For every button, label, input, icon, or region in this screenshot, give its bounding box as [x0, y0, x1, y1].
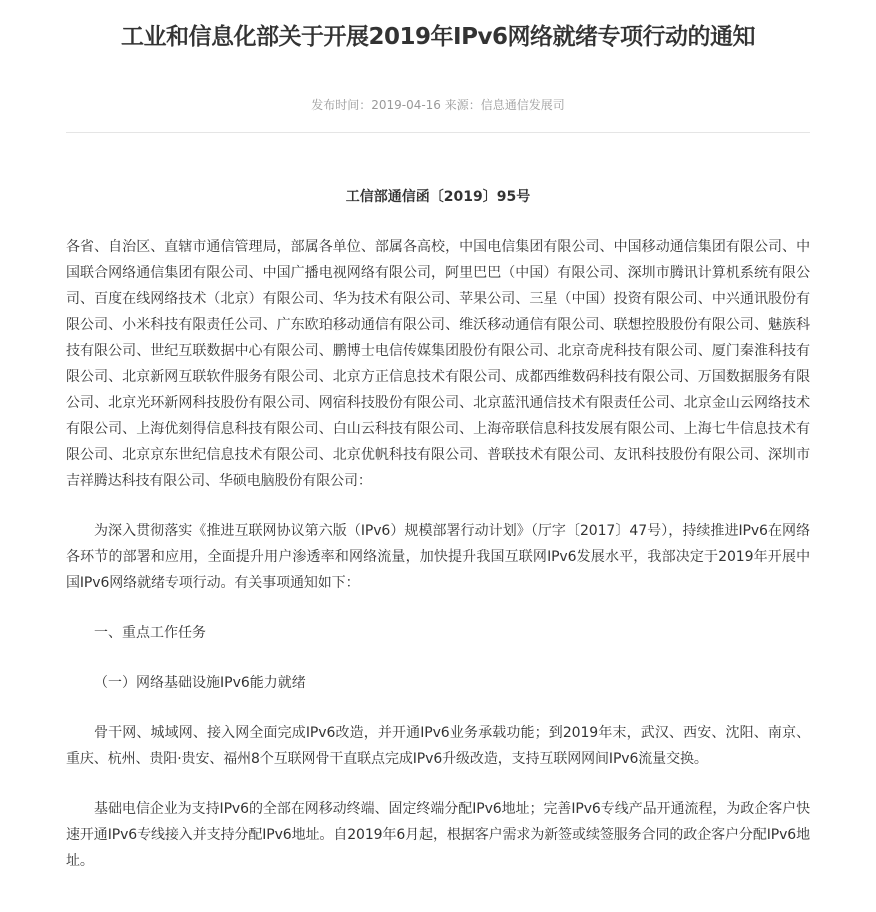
document-number: 工信部通信函〔2019〕95号 — [345, 189, 531, 205]
publish-date-label: 发布时间： — [311, 98, 372, 112]
telecom-paragraph: 基础电信企业为支持IPv6的全部在网移动终端、固定终端分配IPv6地址；完善IPv6专线产品开通流程，为政企客户快速开通IPv6专线接入并支持分配IPv6地址。自2019年6月起，根据客户需求为新签或续签服务合同的政企客户分配IPv6地址。 — [66, 801, 810, 869]
intro-paragraph: 为深入贯彻落实《推进互联网协议第六版（IPv6）规模部署行动计划》（厅字〔2017〕47号），持续推进IPv6在网络各环节的部署和应用，全面提升用户渗透率和网络流量，加快提升我国互联网IPv6发展水平，我部决定于2019年开展中国IPv6网络就绪专项行动。有关事项通知如下： — [66, 523, 810, 591]
section-heading: 一、重点工作任务 — [94, 625, 206, 641]
subsection-heading: （一）网络基础设施IPv6能力就绪 — [94, 675, 306, 691]
article-body — [66, 184, 810, 874]
title-divider — [66, 132, 810, 133]
source-name: 信息通信发展司 — [480, 98, 565, 112]
article-meta — [66, 98, 810, 112]
recipients-paragraph: 各省、自治区、直辖市通信管理局，部属各单位、部属各高校，中国电信集团有限公司、中国移动通信集团有限公司、中国联合网络通信集团有限公司、中国广播电视网络有限公司，阿里巴巴（中国）有限公司、深圳市腾讯计算机系统有限公司、百度在线网络技术（北京）有限公司、华为技术有限公司、苹果公司、三星（中国）投资有限公司、中兴通讯股份有限公司、小米科技有限责任公司、广东欧珀移动通信有限公司、维沃移动通信有限公司、联想控股股份有限公司、魅族科技有限公司、世纪互联数据中心有限公司、鹏博士电信传媒集团股份有限公司、北京奇虎科技有限公司、厦门秦淮科技有限公司、北京新网互联软件服务有限公司、北京方正信息技术有限公司、成都西维数码科技有限公司、万国数据服务有限公司、北京光环新网科技股份有限公司、网宿科技股份有限公司、北京蓝汛通信技术有限责任公司、北京金山云网络技术有限公司、上海优刻得信息科技有限公司、白山云科技有限公司、上海帝联信息科技发展有限公司、上海七牛信息技术有限公司、北京京东世纪信息技术有限公司、北京优帆科技有限公司、普联技术有限公司、友讯科技股份有限公司、深圳市吉祥腾达科技有限公司、华硕电脑股份有限公司： — [66, 239, 810, 489]
backbone-paragraph: 骨干网、城域网、接入网全面完成IPv6改造，并开通IPv6业务承载功能；到2019年末，武汉、西安、沈阳、南京、重庆、杭州、贵阳·贵安、福州8个互联网骨干直联点完成IPv6升级改造，支持互联网网间IPv6流量交换。 — [66, 725, 810, 767]
publish-date: 2019-04-16 — [371, 98, 441, 112]
source-label: 来源： — [444, 98, 481, 112]
article-title: 工业和信息化部关于开展2019年IPv6网络就绪专项行动的通知 — [121, 24, 755, 50]
article — [66, 0, 810, 869]
